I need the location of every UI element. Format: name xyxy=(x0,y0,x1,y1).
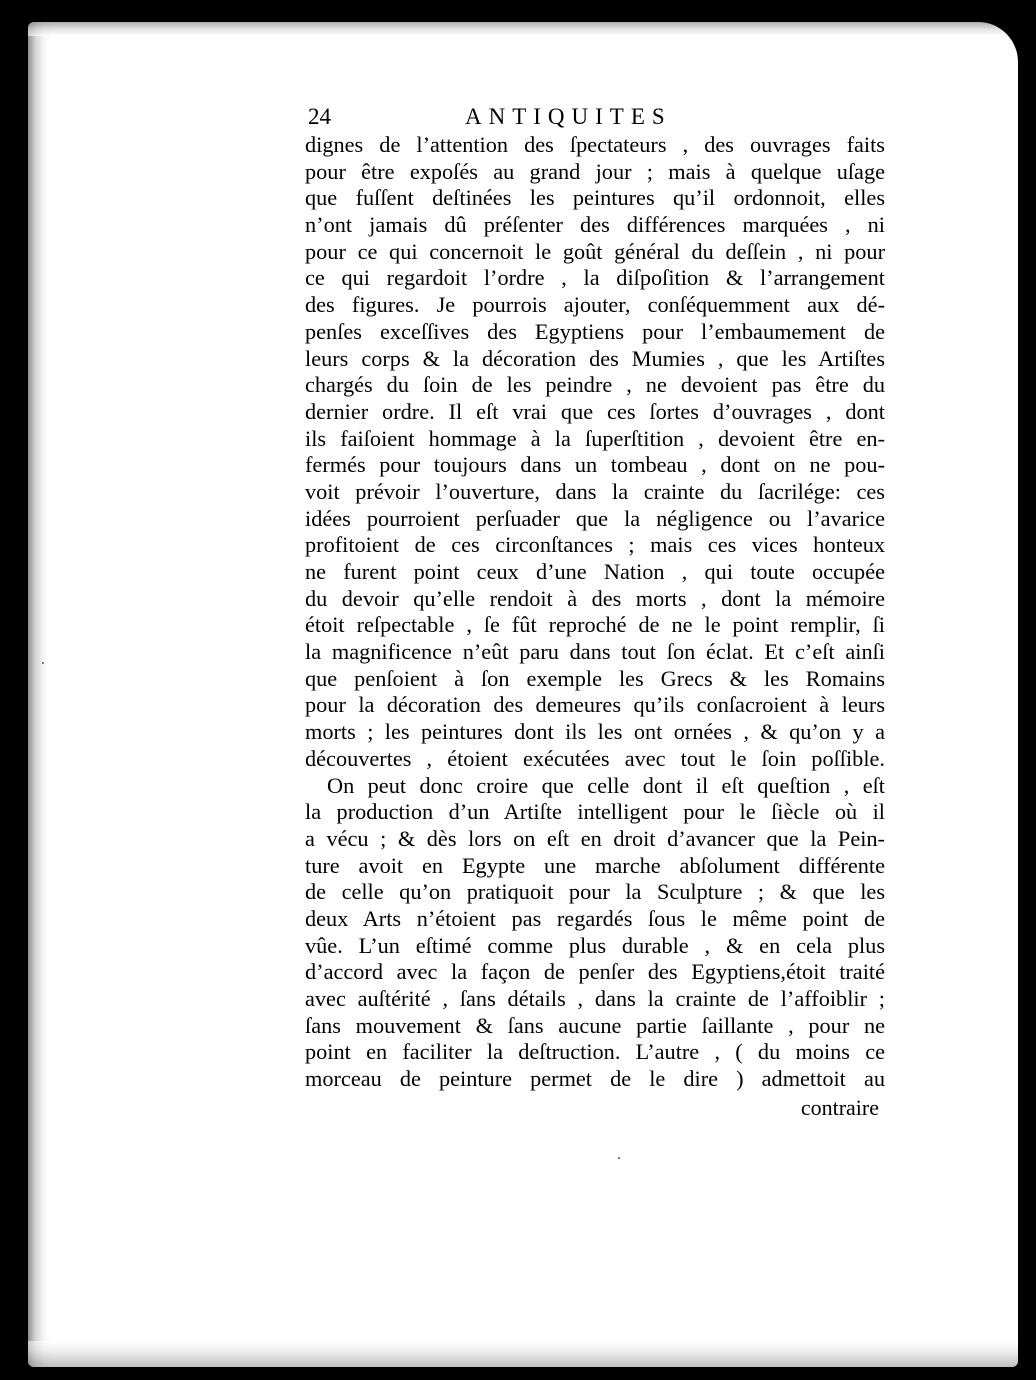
text-line: des figures. Je pourrois ajouter, conſéquemment aux dé- xyxy=(305,292,885,318)
text-line: pour la décoration des demeures qu’ils conſacroient à leurs xyxy=(305,692,885,718)
text-line: penſes exceſſives des Egyptiens pour l’embaumement de xyxy=(305,318,885,344)
text-line: que fuſſent deſtinées les peintures qu’il ordonnoit, elles xyxy=(305,185,885,211)
text-line: profitoient de ces circonſtances ; mais ces vices honteux xyxy=(305,532,885,558)
text-line: deux Arts n’étoient pas regardés ſous le même point de xyxy=(305,905,885,931)
text-line: point en faciliter la deſtruction. L’autre , ( du moins ce xyxy=(305,1039,885,1065)
text-line: n’ont jamais dû préſenter des différences marquées , ni xyxy=(305,212,885,238)
text-line: dernier ordre. Il eſt vrai que ces ſortes d’ouvrages , dont xyxy=(305,398,885,424)
text-line: la production d’un Artiſte intelligent pour le ſiècle où il xyxy=(305,799,885,825)
text-line: pour être expoſés au grand jour ; mais à quelque uſage xyxy=(305,158,885,184)
running-head: ANTIQUITES xyxy=(465,104,672,129)
text-line: la magnificence n’eût paru dans tout ſon éclat. Et c’eſt ainſi xyxy=(305,639,885,665)
page-edge-shadow-bottom xyxy=(28,1341,1018,1367)
text-line: fermés pour toujours dans un tombeau , dont on ne pou- xyxy=(305,452,885,478)
text-line: découvertes , étoient exécutées avec tout le ſoin poſſible. xyxy=(305,745,885,771)
page-edge-shadow-top xyxy=(28,22,1018,36)
page-edge-shadow-left xyxy=(28,22,50,1367)
ink-speck xyxy=(42,662,44,664)
text-line: morts ; les peintures dont ils les ont ornées , & qu’on y a xyxy=(305,719,885,745)
text-line: idées pourroient perſuader que la négligence ou l’avarice xyxy=(305,505,885,531)
text-line: étoit reſpectable , ſe fût reproché de ne le point remplir, ſi xyxy=(305,612,885,638)
page-header xyxy=(305,102,885,132)
text-line: ſans mouvement & ſans aucune partie ſaillante , pour ne xyxy=(305,1012,885,1038)
text-line: pour ce qui concernoit le goût général du deſſein , ni pour xyxy=(305,238,885,264)
text-line: chargés du ſoin de les peindre , ne devoient pas être du xyxy=(305,372,885,398)
text-line: a vécu ; & dès lors on eſt en droit d’avancer que la Pein- xyxy=(305,825,885,851)
text-line: morceau de peinture permet de le dire ) admettoit au xyxy=(305,1066,885,1092)
text-line: avec auſtérité , ſans détails , dans la crainte de l’affoiblir ; xyxy=(305,986,885,1011)
text-line: de celle qu’on pratiquoit pour la Sculpture ; & que les xyxy=(305,879,885,905)
body-text xyxy=(305,132,885,1093)
page-number: 24 xyxy=(308,104,331,129)
ink-speck xyxy=(618,1157,620,1159)
text-line: ne furent point ceux d’une Nation , qui toute occupée xyxy=(305,559,885,584)
text-line: voit prévoir l’ouverture, dans la crainte du ſacrilége: ces xyxy=(305,478,885,504)
text-line: vûe. L’un eſtimé comme plus durable , & en cela plus xyxy=(305,932,885,958)
text-block xyxy=(305,102,885,1121)
catchword: contraire xyxy=(800,1094,879,1120)
text-line: ture avoit en Egypte une marche abſolument différente xyxy=(305,852,885,878)
paragraph-first-line: On peut donc croire que celle dont il eſt queſtion , eſt xyxy=(327,772,885,798)
text-line: dignes de l’attention des ſpectateurs , des ouvrages faits xyxy=(305,132,885,157)
text-line: que penſoient à ſon exemple les Grecs & les Romains xyxy=(305,665,885,691)
text-line: leurs corps & la décoration des Mumies , que les Artiſtes xyxy=(305,345,885,371)
text-line: ce qui regardoit l’ordre , la diſpoſition & l’arrangement xyxy=(305,265,885,291)
text-line: ils faiſoient hommage à la ſuperſtition , devoient être en- xyxy=(305,425,885,451)
text-line: d’accord avec la façon de penſer des Egyptiens,étoit traité xyxy=(305,959,885,985)
text-line: du devoir qu’elle rendoit à des morts , dont la mémoire xyxy=(305,585,885,611)
